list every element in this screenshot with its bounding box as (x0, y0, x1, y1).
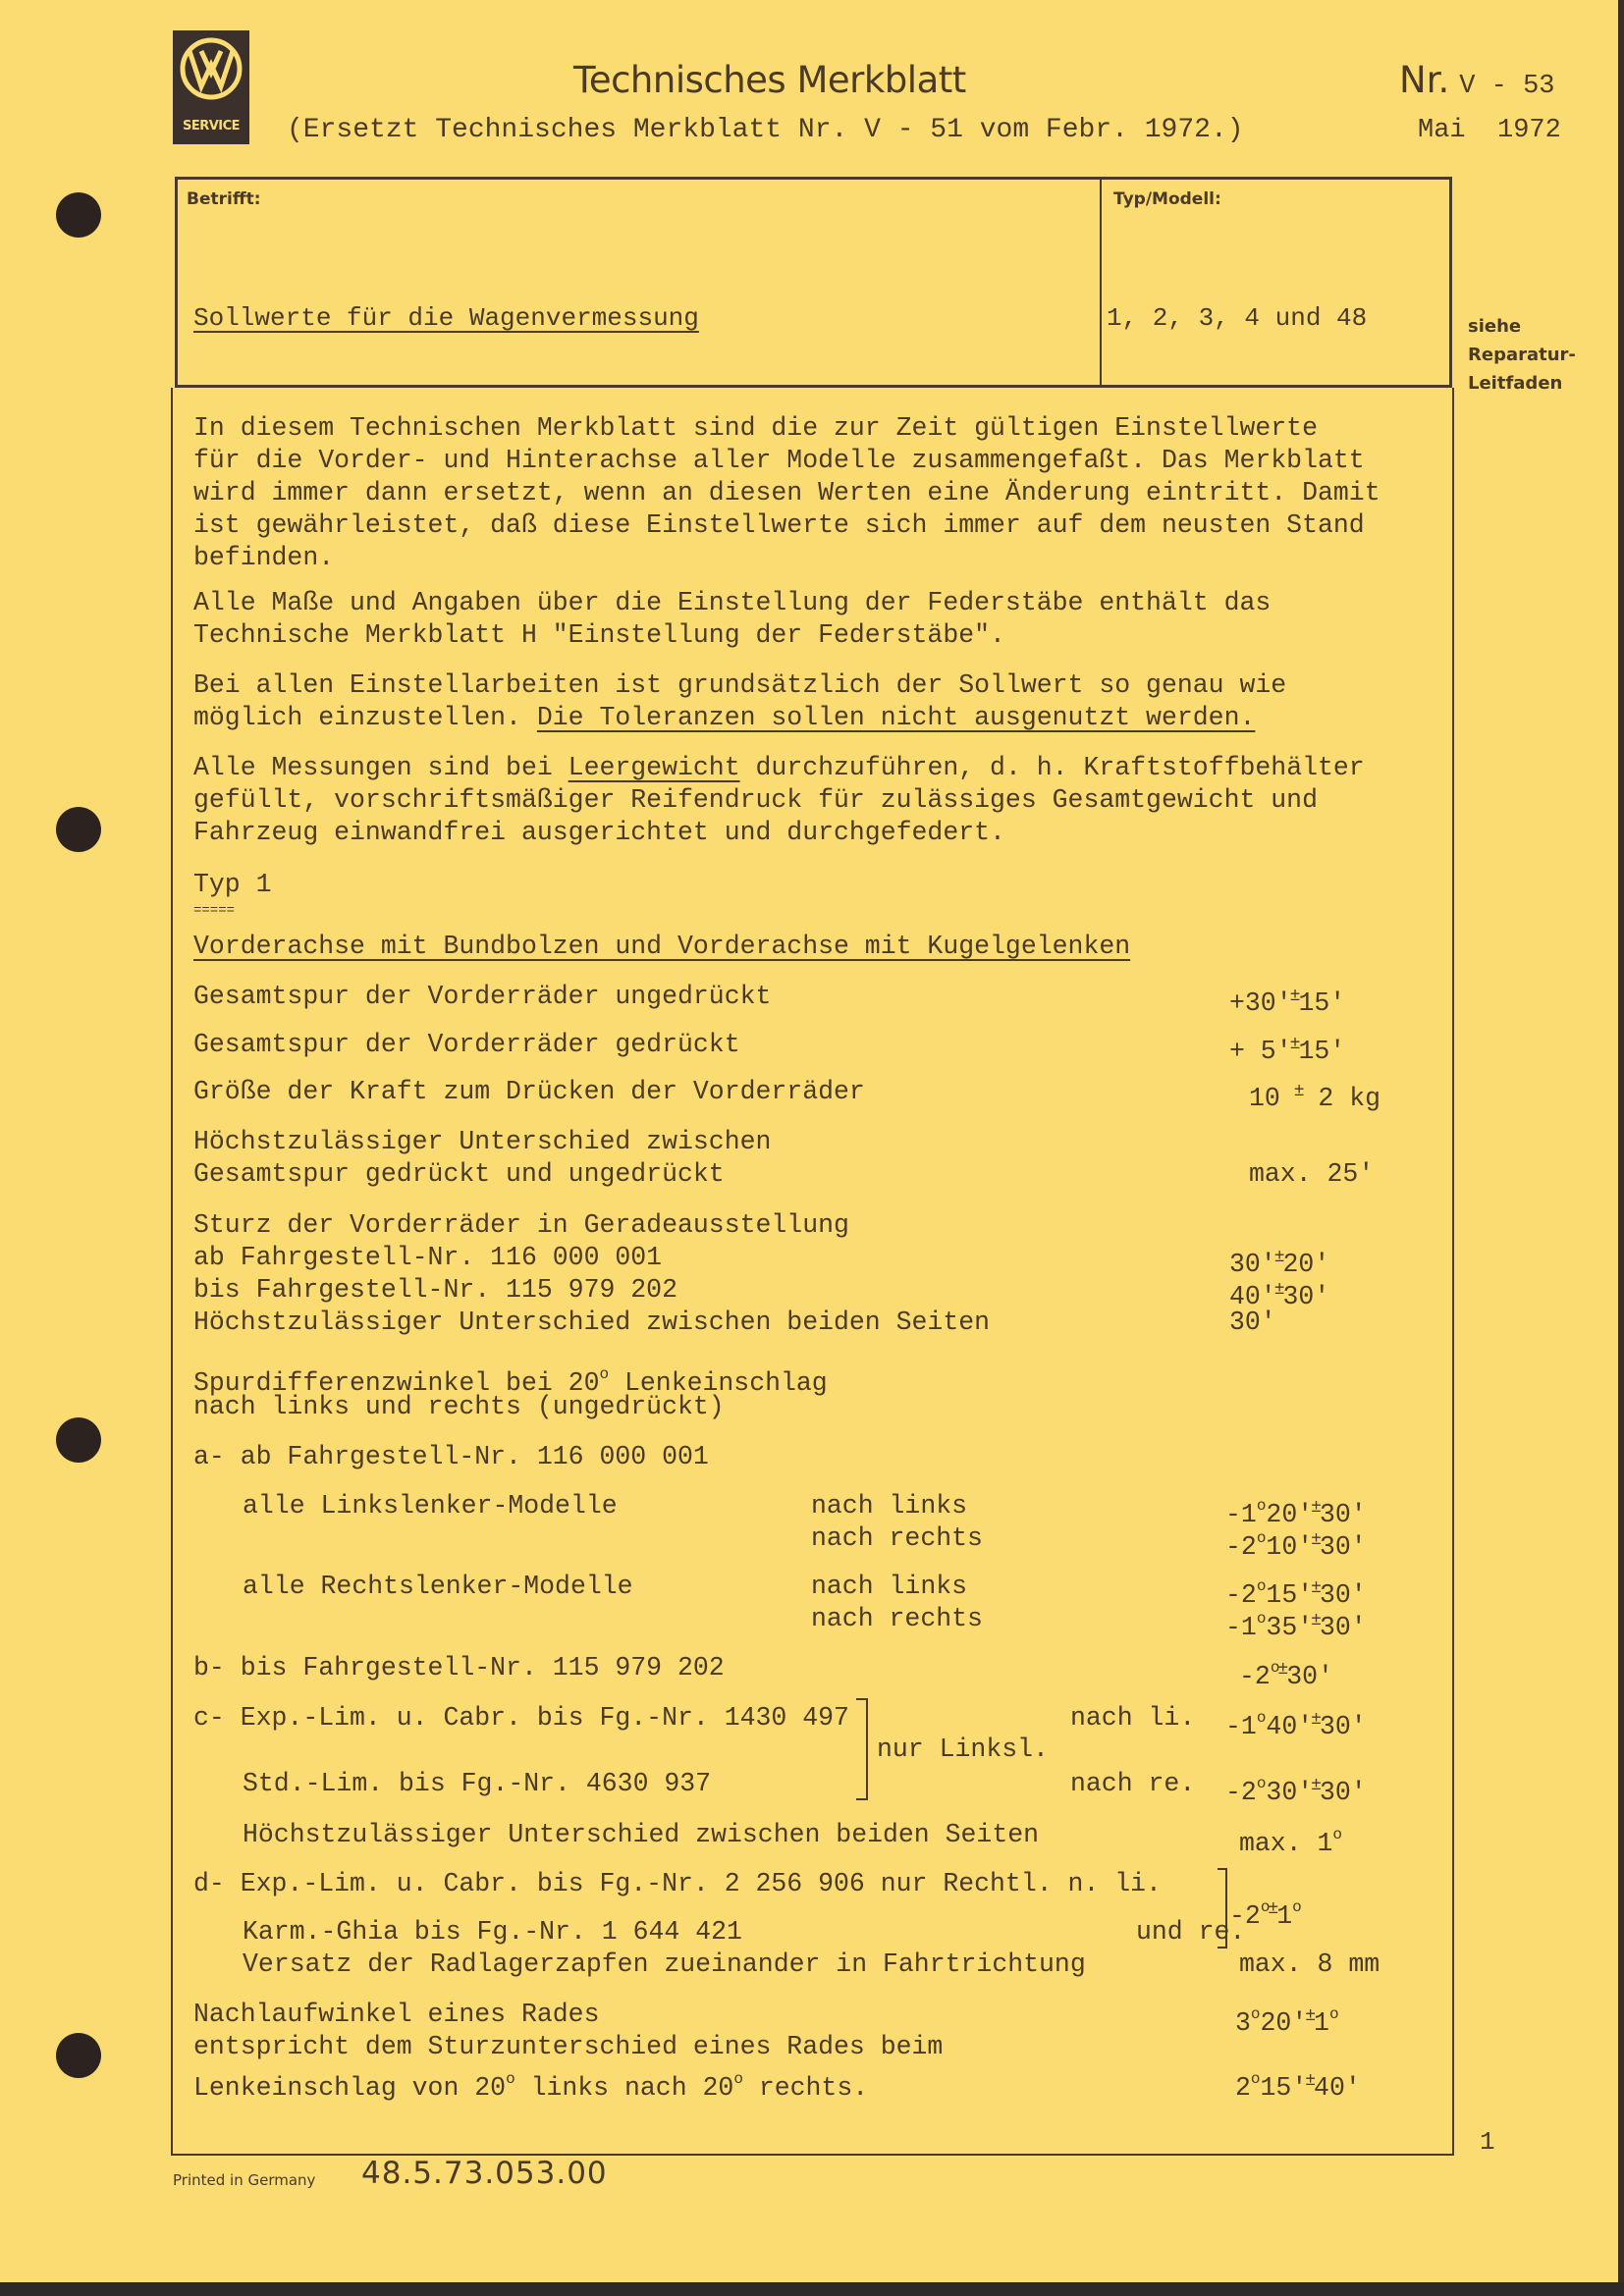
group-bracket (1218, 1868, 1227, 1949)
heading-text: Spurdifferenzwinkel bei 20 (193, 1368, 600, 1398)
degree-symbol: o (1332, 1826, 1343, 1843)
side-note-line: Leitfaden (1468, 373, 1563, 394)
degree-symbol: o (599, 1365, 610, 1383)
plusminus-symbol: ± (1311, 1578, 1322, 1598)
intro-text: Alle Messungen sind bei (193, 753, 568, 782)
value-tolerance: 15' (1298, 988, 1346, 1018)
spec-value (1239, 1652, 1333, 1693)
spec-label: alle Linkslenker-Modelle (243, 1491, 618, 1521)
intro-line: befinden. (193, 543, 335, 572)
subject-box-divider (1100, 177, 1102, 388)
subject-text: Sollwerte für die Wagenvermessung (193, 303, 699, 333)
spec-label: Karm.-Ghia bis Fg.-Nr. 1 644 421 (243, 1917, 742, 1947)
nr-value: V - 53 (1459, 72, 1555, 101)
spec-label: bis Fahrgestell-Nr. 115 979 202 (193, 1275, 677, 1305)
intro-line: In diesem Technischen Merkblatt sind die zur Zeit gültigen Einstellwerte (193, 413, 1318, 443)
plusminus-symbol: ± (1277, 1660, 1289, 1680)
typ-modell-label: Typ/Modell: (1113, 189, 1221, 209)
spec-label: Gesamtspur der Vorderräder gedrückt (193, 1030, 740, 1059)
value-tolerance: 30' (1319, 1613, 1367, 1642)
plusminus-symbol: ± (1273, 1280, 1285, 1300)
degree-symbol: o (1256, 1497, 1267, 1515)
spec-value (1229, 1029, 1345, 1068)
intro-line: gefüllt, vorschriftsmäßiger Reifendruck für zulässiges Gesamtgewicht und (193, 785, 1318, 815)
spec-label: Gesamtspur gedrückt und ungedrückt (193, 1159, 725, 1189)
betrifft-label: Betrifft: (187, 189, 261, 209)
punch-hole (56, 1417, 101, 1463)
spec-value (1235, 2063, 1361, 2105)
degree-symbol: o (1256, 1610, 1267, 1628)
subject-box (175, 177, 1452, 388)
spec-label: c- Exp.-Lim. u. Cabr. bis Fg.-Nr. 1430 497 (193, 1703, 849, 1733)
plusminus-symbol: ± (1311, 1530, 1322, 1550)
spec-value (1225, 1768, 1367, 1809)
value-degrees: -2 (1225, 1778, 1257, 1807)
degree-symbol: o (733, 2070, 743, 2088)
value-tolerance: 2 kg (1302, 1084, 1381, 1113)
plusminus-symbol: ± (1311, 1611, 1322, 1630)
value-tolerance: 30' (1319, 1500, 1367, 1529)
plusminus-symbol: ± (1311, 1498, 1322, 1518)
value-tolerance: 40' (1314, 2073, 1361, 2103)
side-note (1468, 312, 1576, 398)
spec-value (1225, 1603, 1367, 1644)
side-note-line: Reparatur- (1468, 345, 1576, 365)
spec-value (1229, 1892, 1302, 1933)
value-degrees: -1 (1225, 1712, 1257, 1741)
plusminus-symbol: ± (1273, 1248, 1285, 1267)
value-degrees: 2 (1235, 2073, 1251, 2103)
value-tolerance: 30' (1286, 1662, 1333, 1691)
value-nominal: 10 (1249, 1084, 1296, 1113)
value-tolerance: 1 (1314, 2008, 1329, 2038)
note-text: rechts. (742, 2073, 869, 2103)
direction-label: nach links (811, 1491, 968, 1521)
value-nominal: + 5' (1229, 1037, 1292, 1066)
axle-heading: Vorderachse mit Bundbolzen und Vorderachse mit Kugelgelenken (193, 932, 1131, 961)
spec-value (1225, 1702, 1367, 1743)
note-text: Lenkeinschlag von 20 (193, 2073, 507, 2103)
spec-value (1239, 1819, 1342, 1860)
value-tolerance: 30' (1282, 1282, 1330, 1311)
punch-hole (56, 807, 101, 852)
intro-line (193, 752, 1365, 784)
value-minutes: 15' (1260, 2073, 1308, 2103)
value-degrees: -1 (1225, 1613, 1257, 1642)
plusminus-symbol: ± (1311, 1776, 1322, 1795)
value-nominal: +30' (1229, 988, 1292, 1018)
degree-symbol: o (1328, 2005, 1339, 2023)
page-number: 1 (1480, 2127, 1495, 2157)
spec-label: alle Rechtslenker-Modelle (243, 1572, 633, 1601)
plusminus-symbol: ± (1305, 2006, 1317, 2026)
note-text: links nach 20 (514, 2073, 734, 2103)
spec-note (193, 2063, 868, 2105)
value-minutes: 20' (1260, 2008, 1308, 2038)
degree-symbol: o (1250, 2070, 1261, 2088)
spec-label: Größe der Kraft zum Drücken der Vorderräder (193, 1077, 865, 1106)
value-degrees: -2 (1225, 1580, 1257, 1610)
plusminus-symbol: ± (1293, 1082, 1305, 1101)
value-minutes: 40' (1266, 1712, 1314, 1741)
spec-value: max. 8 mm (1239, 1949, 1380, 1979)
document-title: Technisches Merkblatt (573, 59, 966, 101)
spec-value (1225, 1522, 1367, 1564)
tolerance-warning: Die Toleranzen sollen nicht ausgenutzt werden. (536, 703, 1256, 732)
intro-line: wird immer dann ersetzt, wenn an diesen Werten eine Änderung eintritt. Damit (193, 478, 1380, 507)
value-minutes: 35' (1266, 1613, 1314, 1642)
value-minutes: 15' (1266, 1580, 1314, 1610)
degree-symbol: o (1256, 1577, 1267, 1595)
vw-service-logo (173, 30, 249, 144)
spec-label: b- bis Fahrgestell-Nr. 115 979 202 (193, 1653, 725, 1682)
intro-line: Alle Maße und Angaben über die Einstellung der Federstäbe enthält das (193, 588, 1272, 617)
intro-line (193, 702, 1255, 734)
punch-hole (56, 192, 101, 238)
spec-value: max. 25' (1249, 1159, 1375, 1189)
degree-symbol: o (1270, 1659, 1280, 1677)
intro-text: möglich einzustellen. (193, 703, 537, 732)
spec-value: 30' (1229, 1308, 1276, 1337)
vw-emblem-icon (180, 37, 243, 100)
spec-label: ab Fahrgestell-Nr. 116 000 001 (193, 1243, 663, 1272)
punch-hole (56, 2033, 101, 2078)
document-date: Mai 1972 (1418, 116, 1561, 145)
value-degrees: -1 (1225, 1500, 1257, 1529)
intro-text: durchzuführen, d. h. Kraftstoffbehälter (739, 753, 1365, 782)
value-nominal: 30' (1229, 1250, 1276, 1279)
direction-label: nach rechts (811, 1604, 983, 1633)
spec-label: Höchstzulässiger Unterschied zwischen (193, 1127, 772, 1156)
degree-symbol: o (506, 2070, 515, 2088)
degree-symbol: o (1256, 1709, 1267, 1727)
spec-label: Nachlaufwinkel eines Rades (193, 2000, 600, 2029)
spec-label: Gesamtspur der Vorderräder ungedrückt (193, 982, 772, 1011)
degree-symbol: o (1256, 1529, 1267, 1547)
document-subtitle: (Ersetzt Technisches Merkblatt Nr. V - 51 vom Febr. 1972.) (287, 115, 1244, 145)
intro-line: Fahrzeug einwandfrei ausgerichtet und durchgefedert. (193, 818, 1005, 847)
type-heading: Typ 1 (193, 870, 272, 899)
spec-label: Höchstzulässiger Unterschied zwischen beiden Seiten (243, 1820, 1040, 1849)
document-number (1399, 59, 1554, 101)
intro-line: für die Vorder- und Hinterachse aller Modelle zusammengefaßt. Das Merkblatt (193, 446, 1365, 475)
nr-label: Nr. (1399, 59, 1450, 101)
leergewicht-term: Leergewicht (568, 753, 740, 782)
plusminus-symbol: ± (1268, 1899, 1279, 1919)
plusminus-symbol: ± (1289, 1035, 1301, 1054)
value-tolerance: 30' (1319, 1532, 1367, 1562)
side-note-line: siehe (1468, 316, 1522, 337)
printed-in-label: Printed in Germany (173, 2171, 316, 2189)
page-edge-right (1618, 0, 1624, 2296)
direction-label: und re. (1136, 1917, 1246, 1947)
spec-note: entspricht dem Sturzunterschied eines Rades beim (193, 2032, 944, 2061)
spec-label: Höchstzulässiger Unterschied zwischen beiden Seiten (193, 1308, 991, 1337)
intro-line: Bei allen Einstellarbeiten ist grundsätzlich der Sollwert so genau wie (193, 670, 1287, 700)
value-tolerance: 1 (1276, 1901, 1293, 1931)
value-minutes: 10' (1266, 1532, 1314, 1562)
value-nominal: max. 1 (1239, 1829, 1333, 1858)
spec-heading: Sturz der Vorderräder in Geradeausstellung (193, 1210, 849, 1240)
value-tolerance: 15' (1298, 1037, 1346, 1066)
spec-value (1249, 1076, 1380, 1115)
spec-label: d- Exp.-Lim. u. Cabr. bis Fg.-Nr. 2 256 906 nur Rechtl. n. li. (193, 1869, 1162, 1898)
degree-symbol: o (1250, 2005, 1261, 2023)
degree-symbol: o (1292, 1898, 1302, 1916)
group-label: nur Linksl. (877, 1735, 1049, 1764)
value-minutes: 20' (1266, 1500, 1314, 1529)
direction-label: nach li. (1070, 1703, 1196, 1733)
intro-line: ist gewährleistet, daß diese Einstellwerte sich immer auf dem neusten Stand (193, 510, 1365, 540)
direction-label: nach re. (1070, 1769, 1196, 1798)
spec-label: Versatz der Radlagerzapfen zueinander in Fahrtrichtung (243, 1949, 1086, 1979)
spec-label: Std.-Lim. bis Fg.-Nr. 4630 937 (243, 1769, 712, 1798)
print-code: 48.5.73.053.00 (361, 2156, 608, 2191)
direction-label: nach links (811, 1572, 968, 1601)
value-tolerance: 20' (1282, 1250, 1330, 1279)
intro-line: Technische Merkblatt H "Einstellung der Federstäbe". (193, 620, 1005, 650)
degree-symbol: o (1260, 1898, 1271, 1916)
models-text: 1, 2, 3, 4 und 48 (1107, 303, 1368, 333)
spec-heading: nach links und rechts (ungedrückt) (193, 1392, 725, 1421)
group-bracket (856, 1698, 868, 1800)
value-tolerance: 30' (1319, 1580, 1367, 1610)
type-heading-rule: ===== (193, 903, 236, 919)
logo-service-text: SERVICE (182, 119, 241, 133)
spec-value (1235, 1999, 1339, 2040)
heading-text: Lenkeinschlag (609, 1368, 828, 1398)
spec-value (1229, 981, 1345, 1020)
value-degrees: -2 (1229, 1901, 1261, 1931)
value-tolerance: 30' (1319, 1778, 1367, 1807)
value-degrees: -2 (1225, 1532, 1257, 1562)
plusminus-symbol: ± (1289, 987, 1301, 1006)
degree-symbol: o (1256, 1775, 1267, 1792)
page-edge-bottom (0, 2282, 1624, 2296)
value-minutes: 30' (1266, 1778, 1314, 1807)
value-degrees: 3 (1235, 2008, 1251, 2038)
plusminus-symbol: ± (1305, 2071, 1317, 2091)
value-degrees: -2 (1239, 1662, 1271, 1691)
value-nominal: 40' (1229, 1282, 1276, 1311)
plusminus-symbol: ± (1311, 1710, 1322, 1730)
direction-label: nach rechts (811, 1523, 983, 1553)
spec-label: a- ab Fahrgestell-Nr. 116 000 001 (193, 1442, 709, 1471)
value-tolerance: 30' (1319, 1712, 1367, 1741)
